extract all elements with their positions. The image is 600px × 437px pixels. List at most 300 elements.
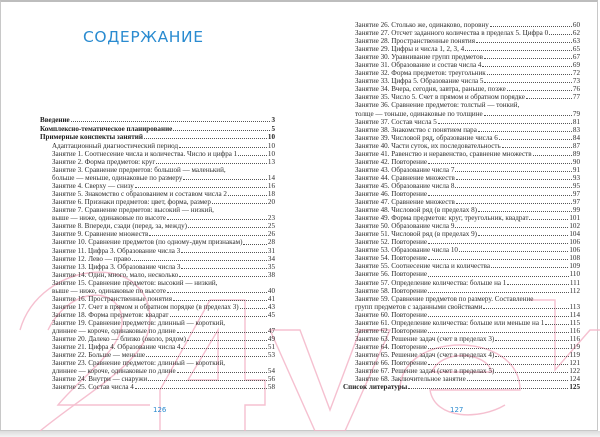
toc-entry — [343, 279, 580, 287]
toc-entry-label: Занятие 30. Уравнивание групп предметов — [355, 53, 483, 62]
toc-entry-page: 47 — [267, 327, 275, 335]
toc-entry-page: 90 — [572, 157, 580, 166]
leader-dots — [188, 226, 267, 228]
toc-entry-page: 93 — [572, 173, 580, 182]
toc-section-entry — [40, 125, 275, 133]
toc-entry-label: выше — ниже, одинаковые по высоте — [52, 286, 166, 295]
leader-dots — [456, 178, 572, 180]
leader-dots — [526, 97, 572, 99]
toc-entry-label: длиннее — короче, одинаковые по длине — [52, 327, 176, 335]
toc-entry — [343, 174, 580, 182]
toc-entry-label: Занятие 66. Повторение — [355, 358, 428, 367]
toc-entry — [343, 21, 580, 29]
toc-entry — [343, 53, 580, 61]
toc-entry-page: 124 — [569, 375, 580, 384]
toc-entry-page: 95 — [572, 181, 580, 190]
leader-dots — [495, 339, 568, 341]
left-page — [0, 0, 300, 431]
leader-dots — [187, 339, 267, 341]
toc-entry-label: Занятие 40. Части суток, их последовательность — [355, 141, 501, 150]
toc-entry-page: 40 — [267, 286, 275, 295]
toc-entry-label: Занятие 16. Пространственные понятия — [52, 294, 172, 303]
toc-entry — [40, 214, 275, 222]
toc-entry-label: Занятие 26. Столько же, одинаково, поровну — [355, 21, 489, 29]
toc-entry-page: 56 — [267, 375, 275, 384]
toc-entry-page: 38 — [267, 270, 275, 279]
leader-dots — [428, 194, 572, 196]
toc-entry — [343, 270, 580, 278]
toc-entry — [343, 238, 580, 246]
leader-dots — [181, 251, 267, 253]
toc-entry-page: 99 — [572, 206, 580, 215]
leader-dots — [482, 65, 571, 67]
leader-dots — [495, 371, 568, 373]
toc-entry-label: Комплексно-тематическое планирование — [40, 124, 173, 133]
leader-dots — [135, 186, 267, 188]
leader-dots — [167, 218, 267, 220]
toc-entry-page: 20 — [267, 198, 275, 207]
toc-entry-label: Занятие 43. Образование числа 7 — [355, 165, 455, 174]
toc-entry — [343, 198, 580, 206]
leader-dots — [491, 266, 568, 268]
toc-entry-page: 60 — [572, 21, 580, 29]
toc-entry-label: Занятие 57. Определение количества: больше на 1 — [355, 278, 507, 287]
leader-dots — [428, 363, 568, 365]
toc-entry — [343, 134, 580, 142]
toc-entry-page: 91 — [572, 165, 580, 174]
toc-entry — [40, 255, 275, 263]
toc-entry-page: 53 — [267, 351, 275, 360]
toc-entry-page: 65 — [572, 45, 580, 54]
leader-dots — [428, 258, 568, 260]
toc-entry — [40, 343, 275, 351]
leader-dots — [238, 154, 267, 156]
toc-entry — [343, 37, 580, 45]
toc-entry-label: Занятие 13. Цифра 3. Образование числа 3 — [52, 262, 181, 271]
toc-entry — [40, 238, 275, 246]
toc-entry — [40, 327, 275, 335]
toc-section-entry — [343, 383, 580, 391]
toc-entry-page: 97 — [572, 189, 580, 198]
toc-section-entry — [40, 133, 275, 141]
leader-dots — [179, 146, 267, 148]
toc-entry — [40, 279, 275, 287]
leader-dots — [476, 41, 572, 43]
toc-entry — [343, 319, 580, 327]
leader-dots — [428, 275, 569, 277]
toc-entry-label: Занятие 2. Форма предметов: круг — [52, 158, 156, 167]
toc-entry-page: 16 — [267, 182, 275, 191]
leader-dots — [428, 315, 569, 317]
toc-entry-page: 119 — [569, 342, 580, 351]
leader-dots — [212, 202, 267, 204]
toc-entry-label: Занятие 44. Сравнение множеств — [355, 173, 455, 182]
leader-dots — [478, 130, 572, 132]
leader-dots — [467, 379, 569, 381]
toc-entry-label: Занятие 27. Отсчет заданного количества в пределах 5. Цифра 0 — [355, 29, 549, 38]
toc-entry-page: 3 — [271, 116, 275, 124]
toc-entry-label: Список литературы — [343, 383, 408, 392]
toc-entry-label: Занятие 33. Цифра 5. Образование числа 5 — [355, 77, 484, 86]
toc-entry-page: 122 — [569, 367, 580, 376]
page-shadow — [0, 431, 600, 437]
toc-entry-label: Занятие 39. Числовой ряд, образование числа 6 — [355, 133, 498, 142]
toc-entry — [343, 190, 580, 198]
toc-entry — [343, 77, 580, 85]
toc-entry-label: Занятие 10. Сравнение предметов (по одному-двум признакам) — [52, 238, 243, 247]
toc-entry-page: 25 — [267, 222, 275, 231]
leader-dots — [483, 307, 568, 309]
toc-entry — [343, 367, 580, 375]
toc-entry — [40, 359, 275, 367]
leader-dots — [484, 81, 571, 83]
toc-entry-page: 106 — [569, 238, 580, 247]
toc-entry — [40, 190, 275, 198]
toc-entry-page: 18 — [267, 190, 275, 199]
toc-entry — [343, 118, 580, 126]
toc-entry — [40, 351, 275, 359]
leader-dots — [170, 315, 267, 317]
toc-entry — [343, 351, 580, 359]
toc-entry — [40, 174, 275, 182]
toc-entry-label: Занятие 3. Сравнение предметов: большой — маленький, — [52, 166, 226, 175]
toc-entry-label: Занятие 4. Сверху — снизу — [52, 182, 134, 191]
toc-entry-label: Занятие 8. Впереди, сзади (перед, за, между) — [52, 222, 187, 231]
toc-entry-page: 34 — [267, 254, 275, 263]
toc-entry — [40, 198, 275, 206]
toc-entry-label: Занятие 58. Повторение — [355, 286, 428, 295]
toc-entry-label: Занятие 5. Знакомство с образованием и составом числа 2 — [52, 190, 227, 199]
toc-entry-page: 41 — [267, 294, 275, 303]
toc-section-entry — [40, 116, 275, 124]
toc-entry-label: толще — тоньше, одинаковые по толщине — [355, 109, 483, 118]
leader-dots — [478, 210, 572, 212]
toc-entry-label: Занятие 38. Знакомство с понятием пара — [355, 125, 477, 134]
toc-entry — [40, 158, 275, 166]
toc-entry-label: Занятие 49. Форма предметов: круг, треугольник, квадрат — [355, 214, 529, 223]
toc-entry-page: 35 — [267, 262, 275, 271]
toc-entry-page: 110 — [569, 270, 580, 279]
toc-entry — [40, 295, 275, 303]
toc-entry-label: Занятие 17. Счет в прямом и обратном порядке (в пределах 3) — [52, 302, 239, 311]
leader-dots — [156, 162, 267, 164]
toc-entry-label: Занятие 42. Повторение — [355, 157, 428, 166]
toc-entry-page: 31 — [267, 246, 275, 255]
leader-dots — [181, 267, 266, 269]
leader-dots — [228, 194, 267, 196]
toc-entry-page: 81 — [572, 117, 580, 126]
leader-dots — [502, 146, 572, 148]
leader-dots — [177, 331, 267, 333]
leader-dots — [179, 275, 267, 277]
toc-entry-page: 83 — [572, 125, 580, 134]
toc-entry — [343, 93, 580, 101]
toc-entry-label: Занятие 14. Один, много, мало, несколько — [52, 270, 179, 279]
toc-entry-label: Занятие 34. Вчера, сегодня, завтра, раньше, позже — [355, 85, 506, 94]
leader-dots — [484, 114, 572, 116]
toc-entry — [40, 271, 275, 279]
leader-dots — [149, 234, 267, 236]
toc-entry — [343, 287, 580, 295]
toc-entry-page: 72 — [572, 69, 580, 78]
toc-entry-page: 10 — [267, 149, 275, 158]
toc-entry — [40, 287, 275, 295]
toc-entry — [40, 150, 275, 158]
toc-entry-label: Занятие 19. Сравнение предметов: длинный — короткий, — [52, 318, 226, 327]
toc-entry — [343, 166, 580, 174]
toc-entry-label: Занятие 9. Сравнение множеств — [52, 230, 149, 239]
toc-entry — [343, 214, 580, 222]
leader-dots — [507, 283, 569, 285]
toc-entry-page: 119 — [569, 350, 580, 359]
toc-entry-page: 77 — [572, 93, 580, 102]
page-number-left: 126 — [153, 406, 167, 414]
toc-entry — [343, 206, 580, 214]
toc-entry-page: 5 — [271, 124, 275, 133]
toc-entry-page: 62 — [572, 29, 580, 38]
toc-entry-label: Занятие 65. Решение задач (счет в пределах 4) — [355, 350, 495, 359]
toc-entry-label: Занятие 23. Сравнение предметов: длинный — короткий, — [52, 359, 226, 368]
toc-entry-page: 111 — [569, 278, 580, 287]
toc-entry-label: Занятие 61. Определение количества: больше или меньше на 1 — [355, 318, 545, 327]
toc-entry-label: Занятие 55. Соотнесение числа и количества — [355, 262, 491, 271]
toc-entry — [343, 45, 580, 53]
toc-entry — [40, 182, 275, 190]
toc-entry-label: Занятие 63. Решение задач (счет в пределах 3) — [355, 334, 495, 343]
toc-entry-page: 102 — [569, 222, 580, 231]
toc-entry — [40, 335, 275, 343]
toc-entry — [343, 230, 580, 238]
leader-dots — [243, 243, 266, 245]
toc-entry-page: 112 — [569, 286, 580, 295]
toc-entry-page: 26 — [267, 230, 275, 239]
toc-entry-page: 104 — [569, 230, 580, 239]
toc-entry-page: 76 — [572, 85, 580, 94]
toc-entry-label: Занятие 35. Число 5. Счет в прямом и обратном порядке — [355, 93, 525, 102]
leader-dots — [490, 25, 572, 27]
toc-entry-page: 14 — [267, 174, 275, 183]
toc-entry-page: 45 — [267, 310, 275, 319]
toc-entry-label: Примерные конспекты занятий — [40, 133, 143, 142]
leader-dots — [167, 291, 267, 293]
toc-entry-page: 51 — [267, 343, 275, 352]
toc-entry — [343, 126, 580, 134]
toc-entry — [343, 246, 580, 254]
toc-entry-label: Занятие 1. Соотнесение числа и количества. Число и цифра 1 — [52, 149, 238, 158]
toc-entry-page: 87 — [572, 141, 580, 150]
leader-dots — [428, 331, 569, 333]
toc-entry — [40, 303, 275, 311]
toc-entry-label: Адаптационный диагностический период — [52, 141, 179, 150]
toc-entry-label: Занятие 47. Сравнение множеств — [355, 198, 455, 207]
toc-list-right — [343, 21, 580, 392]
toc-entry-label: Введение — [40, 116, 70, 124]
toc-entry — [40, 263, 275, 271]
toc-entry-label: Занятие 51. Числовой ряд (в пределах 9) — [355, 230, 478, 239]
toc-entry — [343, 69, 580, 77]
toc-entry-label: больше — меньше, одинаковые по размеру — [52, 174, 183, 183]
leader-dots — [71, 120, 271, 122]
toc-entry-label: Занятие 68. Заключительное занятие — [355, 375, 466, 384]
toc-entry — [343, 142, 580, 150]
leader-dots — [428, 347, 569, 349]
toc-entry-page: 28 — [267, 238, 275, 247]
leader-dots — [455, 170, 572, 172]
leader-dots — [428, 291, 569, 293]
toc-entry-page: 116 — [569, 334, 580, 343]
toc-entry-label: Занятие 60. Повторение — [355, 310, 428, 319]
leader-dots — [173, 129, 270, 131]
toc-entry-label: Занятие 15. Сравнение предметов: высокий — низкий, — [52, 278, 218, 287]
leader-dots — [146, 355, 267, 357]
toc-entry-label: Занятие 45. Образование числа 8 — [355, 181, 455, 190]
leader-dots — [549, 33, 572, 35]
toc-entry — [343, 359, 580, 367]
toc-entry-page: 69 — [572, 61, 580, 70]
toc-entry-label: Занятие 29. Цифры и числа 1, 2, 3, 4 — [355, 45, 465, 54]
toc-entry — [40, 383, 275, 391]
leader-dots — [240, 307, 267, 309]
toc-entry-label: Занятие 24. Внутри — снаружи — [52, 375, 148, 384]
toc-entry-label: Занятие 46. Повторение — [355, 189, 428, 198]
toc-entry — [343, 295, 580, 303]
leader-dots — [181, 347, 266, 349]
toc-entry-label: Занятие 62. Повторение — [355, 326, 428, 335]
toc-entry — [343, 303, 580, 311]
toc-entry-label: Занятие 32. Форма предметов: треугольник — [355, 69, 486, 78]
leader-dots — [183, 178, 266, 180]
leader-dots — [529, 218, 568, 220]
leader-dots — [428, 242, 568, 244]
toc-entry — [343, 150, 580, 158]
toc-entry-page: 108 — [569, 254, 580, 263]
toc-entry-label: выше — ниже, одинаковые по высоте — [52, 214, 166, 223]
toc-entry — [40, 247, 275, 255]
toc-entry-label: Занятие 37. Состав числа 5 — [355, 117, 437, 126]
toc-entry — [40, 206, 275, 214]
leader-dots — [495, 355, 568, 357]
toc-entry-label: Занятие 54. Повторение — [355, 254, 428, 263]
toc-entry — [40, 375, 275, 383]
leader-dots — [177, 371, 267, 373]
toc-entry — [343, 29, 580, 37]
toc-entry — [343, 182, 580, 190]
toc-entry-label: Занятие 22. Больше — меньше — [52, 351, 146, 360]
toc-entry-label: Занятие 50. Образование числа 9 — [355, 222, 455, 231]
toc-entry — [343, 343, 580, 351]
toc-entry-label: Занятие 21. Цифра 4. Образование числа 4 — [52, 343, 181, 352]
page-number-right: 127 — [450, 406, 464, 414]
toc-entry-page: 23 — [267, 214, 275, 223]
toc-entry — [40, 166, 275, 174]
toc-entry-page: 67 — [572, 53, 580, 62]
leader-dots — [148, 379, 267, 381]
toc-entry-label: Занятие 20. Далеко — близко (около, рядом) — [52, 335, 186, 344]
toc-entry-page: 116 — [569, 326, 580, 335]
leader-dots — [456, 202, 572, 204]
leader-dots — [455, 226, 568, 228]
leader-dots — [428, 162, 572, 164]
toc-entry-label: Занятие 67. Решение задач (счет в пределах 5) — [355, 367, 495, 376]
toc-entry-page: 10 — [267, 133, 275, 142]
toc-entry-label: Занятие 31. Образование и состав числа 4 — [355, 61, 482, 70]
toc-entry-page: 63 — [572, 37, 580, 46]
toc-entry — [343, 222, 580, 230]
toc-entry-page: 58 — [267, 383, 275, 392]
toc-entry — [343, 262, 580, 270]
toc-entry-page: 10 — [267, 141, 275, 150]
leader-dots — [132, 259, 267, 261]
leader-dots — [545, 323, 568, 325]
toc-entry-page: 121 — [569, 358, 580, 367]
toc-entry — [40, 311, 275, 319]
toc-title: СОДЕРЖАНИЕ — [83, 28, 204, 46]
toc-entry-page: 114 — [569, 310, 580, 319]
toc-entry-page: 84 — [572, 133, 580, 142]
toc-entry-page: 73 — [572, 77, 580, 86]
toc-entry-page: 101 — [569, 214, 580, 223]
toc-entry — [343, 101, 580, 109]
leader-dots — [507, 89, 572, 91]
toc-entry-label: Занятие 41. Равенство и неравенство, сравнение множеств — [355, 149, 532, 158]
leader-dots — [499, 138, 572, 140]
leader-dots — [144, 137, 267, 139]
toc-entry-page: 97 — [572, 198, 580, 207]
toc-entry-page: 13 — [267, 158, 275, 167]
toc-entry — [40, 230, 275, 238]
toc-entry-page: 89 — [572, 149, 580, 158]
toc-entry — [343, 110, 580, 118]
toc-entry-label: Занятие 25. Состав числа 4 — [52, 383, 134, 392]
toc-entry — [343, 311, 580, 319]
leader-dots — [533, 154, 572, 156]
leader-dots — [438, 122, 572, 124]
right-page — [300, 0, 600, 431]
leader-dots — [484, 57, 572, 59]
toc-entry-label: длиннее — короче, одинаковые по длине — [52, 367, 176, 376]
toc-entry — [343, 375, 580, 383]
toc-entry — [40, 319, 275, 327]
toc-entry-label: Занятие 28. Пространственные понятия — [355, 37, 475, 46]
toc-entry-page: 106 — [569, 246, 580, 255]
leader-dots — [408, 387, 568, 389]
toc-entry-page: 43 — [267, 302, 275, 311]
toc-entry-label: Занятие 7. Сравнение предметов: высокий — низкий, — [52, 206, 214, 215]
leader-dots — [487, 73, 572, 75]
toc-entry-label: Занятие 12. Лево — право — [52, 254, 131, 263]
toc-entry-label: Занятие 53. Образование числа 10 — [355, 246, 458, 255]
toc-entry-label: Занятие 36. Сравнение предметов: толстый — тонкий, — [355, 101, 520, 110]
toc-entry-label: Занятие 48. Числовой ряд (в пределах 8) — [355, 206, 478, 215]
toc-entry-page: 125 — [569, 383, 580, 392]
toc-entry-label: групп предметов с заданными свойствами — [355, 302, 483, 311]
toc-entry-label: Занятие 52. Повторение — [355, 238, 428, 247]
toc-entry-label: Занятие 64. Повторение — [355, 342, 428, 351]
toc-entry-label: Занятие 59. Сравнение предметов по размеру. Составление — [355, 294, 534, 303]
toc-entry-label: Занятие 6. Признаки предметов: цвет, форма, размер — [52, 198, 211, 207]
toc-entry-label: Занятие 56. Повторение — [355, 270, 428, 279]
toc-entry-label: Занятие 11. Цифра 3. Образование числа 3 — [52, 246, 181, 255]
toc-entry — [343, 85, 580, 93]
toc-entry-page: 109 — [569, 262, 580, 271]
leader-dots — [135, 387, 267, 389]
toc-entry — [343, 61, 580, 69]
toc-entry-label: Занятие 18. Форма предметов: квадрат — [52, 310, 169, 319]
toc-entry-page: 49 — [267, 335, 275, 344]
leader-dots — [173, 299, 267, 301]
toc-entry — [40, 367, 275, 375]
toc-entry-page: 113 — [569, 302, 580, 311]
